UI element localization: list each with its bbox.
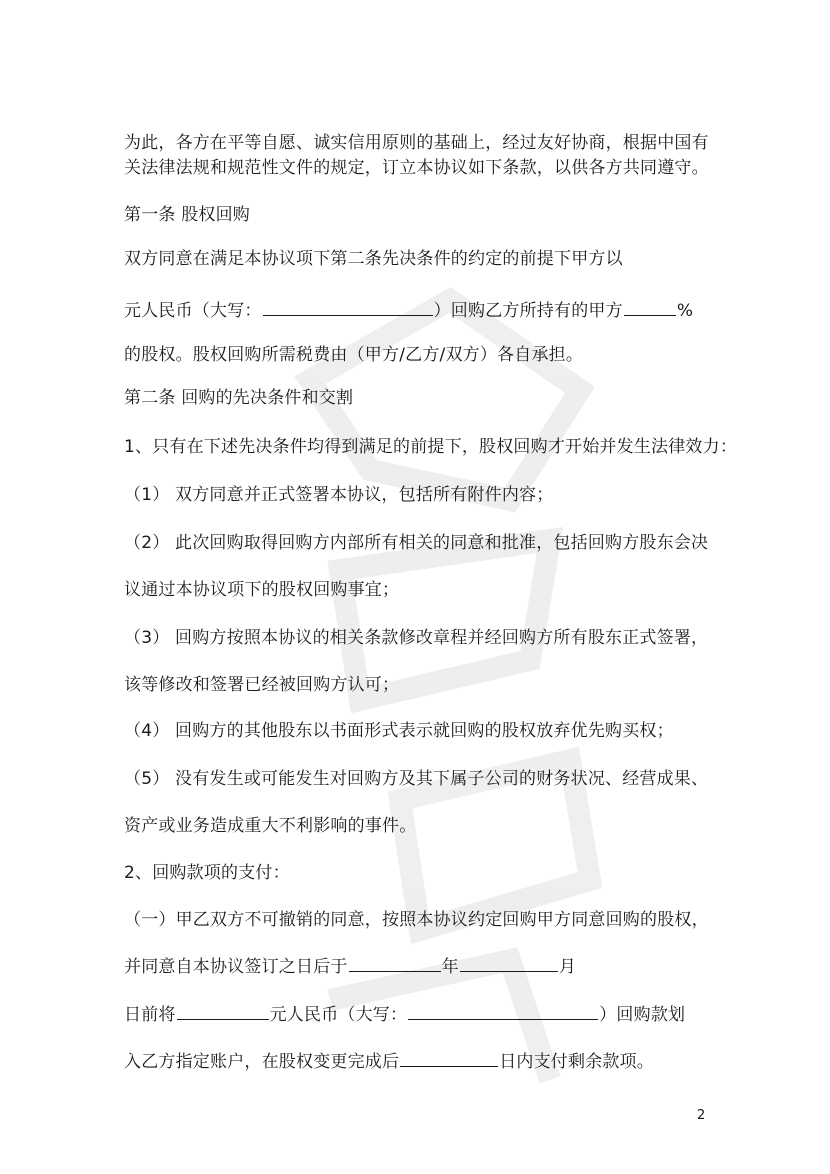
text-segment: 入乙方指定账户，在股权变更完成后: [124, 1052, 400, 1072]
text-segment: 日内支付剩余款项。: [499, 1052, 655, 1072]
condition-item: （4） 回购方的其他股东以书面形式表示就回购的股权放弃优先购买权；: [124, 721, 674, 741]
paragraph-line: 的股权。股权回购所需税费由（甲方/乙方/双方）各自承担。: [124, 345, 584, 365]
condition-item: （2） 此次回购取得回购方内部所有相关的同意和批准，包括回购方股东会决: [124, 533, 709, 553]
text-segment: 月: [558, 957, 577, 977]
paragraph-line: 1、只有在下述先决条件均得到满足的前提下，股权回购才开始并发生法律效力：: [124, 437, 738, 457]
text-segment: 日前将: [124, 1005, 176, 1025]
paragraph-line: 该等修改和签署已经被回购方认可；: [124, 675, 400, 695]
text-segment: 元人民币（大写：: [124, 301, 262, 321]
paragraph-line: 资产或业务造成重大不利影响的事件。: [124, 816, 417, 836]
paragraph-line: 关法律法规和规范性文件的规定，订立本协议如下条款，以供各方共同遵守。: [124, 158, 709, 178]
text-segment: %: [676, 301, 694, 321]
paragraph-line: [124, 953, 576, 979]
fill-in-blank-amount-uppercase[interactable]: [263, 297, 433, 316]
article-1-heading: 第一条 股权回购: [124, 205, 251, 225]
fill-in-blank-percentage[interactable]: [624, 297, 676, 316]
text-segment: ）回购款划: [599, 1005, 686, 1025]
paragraph-line: （一）甲乙双方不可撤销的同意，按照本协议约定回购甲方同意回购的股权，: [124, 910, 709, 930]
fill-in-blank-amount[interactable]: [177, 1001, 269, 1020]
fill-in-blank-year[interactable]: [349, 953, 441, 972]
text-segment: ）回购乙方所持有的甲方: [433, 301, 623, 321]
condition-item: （1） 双方同意并正式签署本协议，包括所有附件内容；: [124, 485, 554, 505]
paragraph-line: [124, 1048, 654, 1074]
fill-in-blank-month[interactable]: [460, 953, 558, 972]
paragraph-line: [124, 297, 693, 323]
paragraph-line: 双方同意在满足本协议项下第二条先决条件的约定的前提下甲方以: [124, 249, 623, 269]
article-2-heading: 第二条 回购的先决条件和交割: [124, 388, 354, 408]
condition-item: （3） 回购方按照本协议的相关条款修改章程并经回购方所有股东正式签署，: [124, 628, 709, 648]
page-number: 2: [697, 1108, 706, 1123]
text-segment: 并同意自本协议签订之日后于: [124, 957, 348, 977]
text-segment: 年: [441, 957, 459, 977]
text-segment: 元人民币（大写：: [269, 1005, 408, 1025]
paragraph-line: [124, 1001, 685, 1027]
condition-item: （5） 没有发生或可能发生对回购方及其下属子公司的财务状况、经营成果、: [124, 769, 709, 789]
paragraph-line: 2、回购款项的支付：: [124, 863, 290, 883]
paragraph-line: 为此，各方在平等自愿、诚实信用原则的基础上，经过友好协商，根据中国有: [124, 133, 709, 153]
paragraph-line: 议通过本协议项下的股权回购事宜；: [124, 580, 400, 600]
fill-in-blank-amount-uppercase[interactable]: [408, 1001, 598, 1020]
fill-in-blank-days[interactable]: [400, 1048, 498, 1067]
